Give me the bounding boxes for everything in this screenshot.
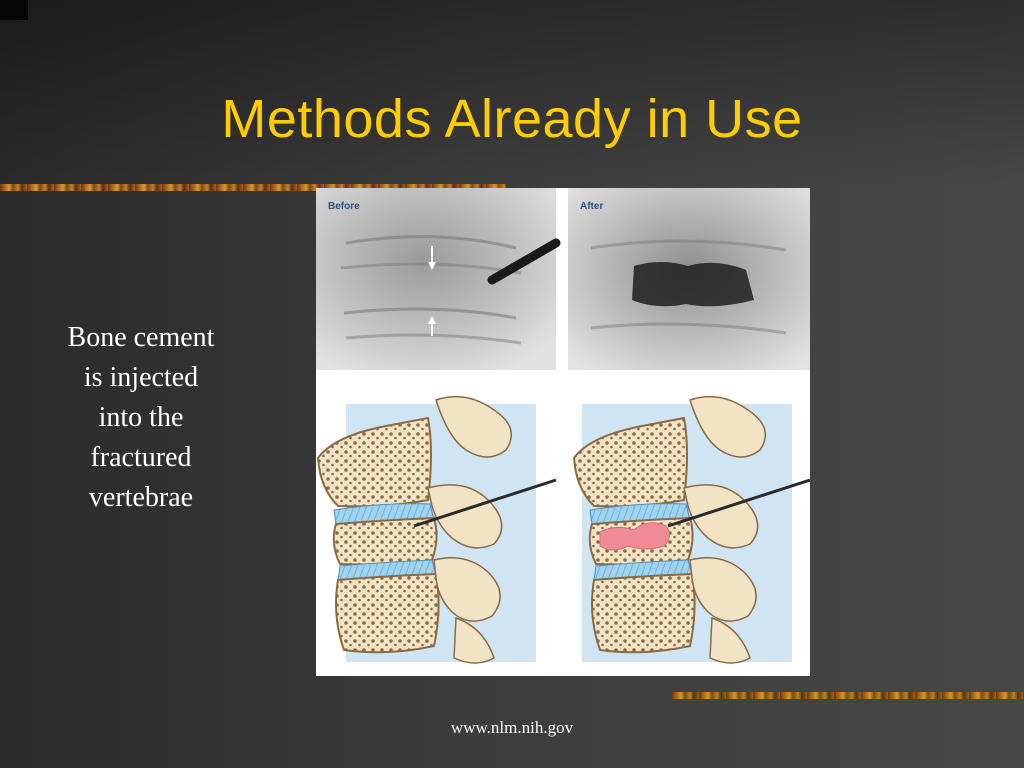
before-label: Before <box>328 201 360 212</box>
after-label: After <box>580 201 604 212</box>
vertebroplasty-figure <box>316 188 810 676</box>
before-xray <box>316 188 556 370</box>
caption <box>40 318 242 518</box>
caption-line: vertebrae <box>88 482 194 513</box>
before-spine-illustration <box>318 397 556 663</box>
after-xray <box>568 188 810 370</box>
caption-line: fractured <box>90 442 192 473</box>
slide-title: Methods Already in Use <box>221 89 803 149</box>
corner-block <box>0 0 28 20</box>
after-spine-illustration <box>574 397 810 663</box>
decorative-stripe-bottom <box>672 692 1024 699</box>
caption-line: Bone cement <box>67 322 215 353</box>
caption-line: into the <box>98 402 184 433</box>
caption-line: is injected <box>83 362 199 393</box>
source-credit: www.nlm.nih.gov <box>450 718 574 737</box>
